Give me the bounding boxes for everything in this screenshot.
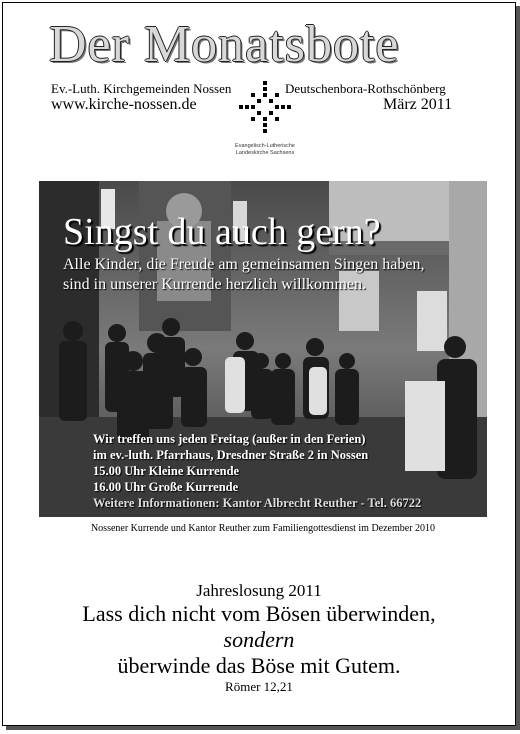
contact-info-line: Weitere Informationen: Kantor Albrecht Reuther - Tel. 66722 [93,496,422,510]
parish-name-left: Ev.-Luth. Kirchgemeinden Nossen [51,81,232,96]
rehearsal-info [93,431,473,511]
feature-headline: Singst du auch gern? [63,211,381,253]
annual-slogan-line: Lass dich nicht vom Bösen überwinden, [82,601,436,626]
issue-date: März 2011 [383,96,453,113]
photo-caption: Nossener Kurrende und Kantor Reuther zum Familiengottesdienst im Dezember 2010 [90,523,436,534]
rehearsal-info-line: im ev.-luth. Pfarrhaus, Dresdner Straße 2 in Nossen [93,448,369,462]
annual-slogan-line: überwinde das Böse mit Gutem. [117,653,401,678]
annual-slogan-heading: Jahreslosung 2011 [196,581,322,600]
rehearsal-info-line: 16.00 Uhr Große Kurrende [93,480,239,494]
choir-photo [39,181,487,517]
newsletter-title: Der Monatsbote [49,16,400,73]
annual-slogan-line: sondern [223,627,295,652]
bible-reference: Römer 12,21 [225,679,293,694]
rehearsal-info-line: 15.00 Uhr Kleine Kurrende [93,464,240,478]
website-link[interactable]: www.kirche-nossen.de [51,96,197,113]
church-logo-caption: Evangelisch-Lutherische Landeskirche Sachsens [235,143,295,156]
feature-subline: Alle Kinder, die Freude am gemeinsamen Singen haben, sind in unserer Kurrende herzlich willkommen. [63,256,425,293]
newsletter-page [2,2,516,726]
rehearsal-info-line: Wir treffen uns jeden Freitag (außer in den Ferien) [93,432,366,446]
parish-name-right: Deutschenbora-Rothschönberg [285,81,446,96]
